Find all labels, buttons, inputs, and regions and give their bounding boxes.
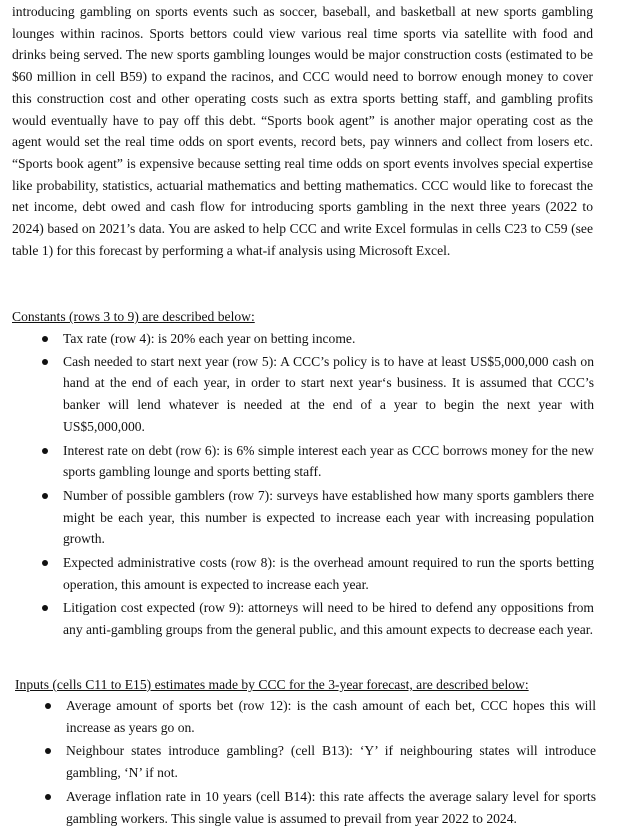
list-item [63, 597, 594, 640]
bullet-icon [42, 336, 48, 342]
list-item [66, 786, 596, 829]
inputs-item-inflation-rate: Average inflation rate in 10 years (cell B14): this rate affects the average salary level for sports gambling workers. This single value is assumed to prevail from year 2022 to 2024. [66, 788, 596, 826]
list-item [63, 351, 594, 438]
constants-item-interest-rate: Interest rate on debt (row 6): is 6% simple interest each year as CCC borrows money for the new sports gambling lounge and sports betting staff. [63, 442, 594, 480]
bullet-icon [45, 703, 51, 709]
bullet-icon [42, 359, 48, 365]
inputs-list [66, 695, 596, 829]
constants-item-admin-costs: Expected administrative costs (row 8): is the overhead amount required to run the sports betting operation, this amount is expected to increase each year. [63, 555, 594, 592]
bullet-icon [45, 794, 51, 800]
bullet-icon [42, 560, 48, 566]
intro-paragraph: introducing gambling on sports events such as soccer, baseball, and basketball at new sports gambling lounges within racinos. Sports bettors could view various real time sports via satellite with food and drinks being served. The new sports gambling lounges would be major construction costs (estimated to be $60 million in cell B59) to expand the racinos, and CCC would need to borrow enough money to cover this construction cost and other operating costs such as extra sports betting staff, and gambling profits would eventually have to pay off this debt. “Sports book agent” is another major operating cost as the agent would set the real time odds on sport events, record bets, pay winners and collect from losers etc. “Sports book agent” is expensive because setting real time odds on sport events involves special expertise like probability, statistics, actuarial mathematics and betting mathematics. CCC would like to forecast the net income, debt owed and cash flow for introducing sports gambling in the next three years (2022 to 2024) based on 2021’s data. You are asked to help CCC and write Excel formulas in cells C23 to C59 (see table 1) for this forecast by performing a what-if analysis using Microsoft Excel. [12, 4, 593, 258]
list-item [66, 695, 596, 738]
bullet-icon [42, 448, 48, 454]
constants-list [63, 328, 594, 641]
list-item [63, 485, 594, 550]
list-item [63, 440, 594, 483]
list-item [63, 328, 594, 350]
inputs-heading: Inputs (cells C11 to E15) estimates made by CCC for the 3-year forecast, are described below: [15, 677, 529, 692]
constants-item-possible-gamblers: Number of possible gamblers (row 7): surveys have established how many sports gamblers there might be each year, this number is expected to increase each year with increasing population growth. [63, 487, 594, 547]
inputs-item-average-bet: Average amount of sports bet (row 12): is the cash amount of each bet, CCC hopes this will increase as years go on. [66, 698, 596, 735]
constants-item-tax-rate: Tax rate (row 4): is 20% each year on betting income. [63, 331, 356, 346]
constants-heading: Constants (rows 3 to 9) are described below: [12, 309, 255, 324]
bullet-icon [42, 605, 48, 611]
constants-item-litigation-cost: Litigation cost expected (row 9): attorneys will need to be hired to defend any oppositions from any anti-gambling groups from the general public, and this amount expects to decrease each year. [63, 600, 594, 638]
list-item [63, 552, 594, 595]
list-item [66, 740, 596, 783]
inputs-item-neighbour-states: Neighbour states introduce gambling? (cell B13): ‘Y’ if neighbouring states will introduce gambling, ‘N’ if not. [66, 743, 596, 781]
constants-item-cash-needed: Cash needed to start next year (row 5): A CCC’s policy is to have at least US$5,000,000 cash on hand at the end of each year, in order to start next year‘s business. It is assumed that CCC’s banker will lend whatever is needed at the end of a year to begin the next year with US$5,000,000. [63, 353, 594, 434]
bullet-icon [42, 493, 48, 499]
bullet-icon [45, 748, 51, 754]
